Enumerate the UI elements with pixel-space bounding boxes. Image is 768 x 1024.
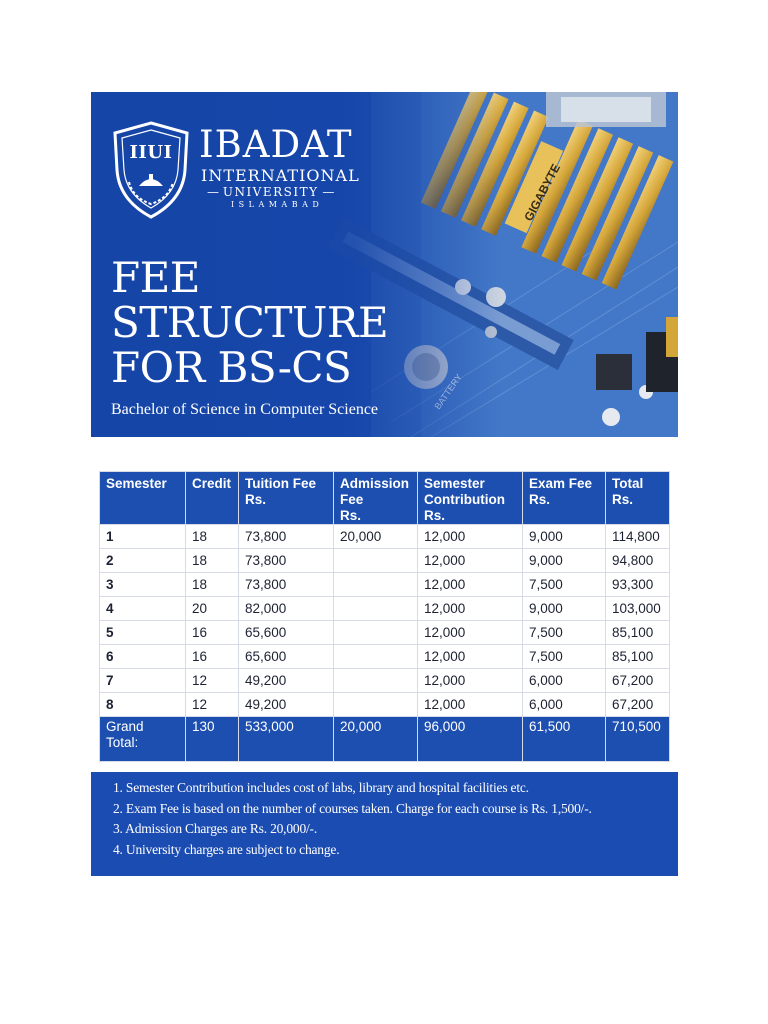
total-exam-fee: 61,500 bbox=[523, 717, 606, 762]
cell-semester: 1 bbox=[100, 525, 186, 549]
table-footer bbox=[100, 717, 670, 762]
cell-credit: 16 bbox=[186, 645, 239, 669]
university-crest-logo bbox=[111, 120, 191, 220]
cell-tuition-fee: 49,200 bbox=[239, 693, 334, 717]
cell-tuition-fee: 65,600 bbox=[239, 645, 334, 669]
cell-total: 103,000 bbox=[606, 597, 670, 621]
header-admission-fee: Admission Fee Rs. bbox=[334, 472, 418, 525]
note-item: 4. University charges are subject to change. bbox=[113, 841, 340, 857]
cell-credit: 20 bbox=[186, 597, 239, 621]
table-body bbox=[100, 525, 670, 717]
cell-exam-fee: 6,000 bbox=[523, 669, 606, 693]
cell-tuition-fee: 82,000 bbox=[239, 597, 334, 621]
cell-total: 67,200 bbox=[606, 693, 670, 717]
cell-semester-contribution: 12,000 bbox=[418, 669, 523, 693]
cell-semester: 3 bbox=[100, 573, 186, 597]
table-header bbox=[100, 472, 670, 525]
university-name: IBADAT bbox=[199, 123, 353, 166]
total-semester-contribution: 96,000 bbox=[418, 717, 523, 762]
table-row bbox=[100, 597, 670, 621]
header-semester-contribution: Semester Contribution Rs. bbox=[418, 472, 523, 525]
grand-total-amount: 710,500 bbox=[606, 717, 670, 762]
university-name-international: INTERNATIONAL bbox=[201, 166, 360, 185]
total-admission-fee: 20,000 bbox=[334, 717, 418, 762]
cell-semester-contribution: 12,000 bbox=[418, 693, 523, 717]
table-row bbox=[100, 525, 670, 549]
header-banner bbox=[91, 92, 678, 437]
header-tuition-fee: Tuition Fee Rs. bbox=[239, 472, 334, 525]
total-tuition-fee: 533,000 bbox=[239, 717, 334, 762]
cell-exam-fee: 9,000 bbox=[523, 525, 606, 549]
cell-tuition-fee: 73,800 bbox=[239, 549, 334, 573]
note-item: 2. Exam Fee is based on the number of courses taken. Charge for each course is Rs. 1,500/-. bbox=[113, 800, 592, 816]
note-item: 1. Semester Contribution includes cost of labs, library and hospital facilities etc. bbox=[113, 780, 529, 795]
cell-credit: 12 bbox=[186, 693, 239, 717]
table-row bbox=[100, 573, 670, 597]
cell-semester: 2 bbox=[100, 549, 186, 573]
table-row bbox=[100, 549, 670, 573]
cell-semester-contribution: 12,000 bbox=[418, 573, 523, 597]
cell-total: 85,100 bbox=[606, 645, 670, 669]
cell-exam-fee: 6,000 bbox=[523, 693, 606, 717]
cell-total: 94,800 bbox=[606, 549, 670, 573]
table-row bbox=[100, 621, 670, 645]
cell-semester-contribution: 12,000 bbox=[418, 525, 523, 549]
cell-credit: 18 bbox=[186, 525, 239, 549]
cell-tuition-fee: 73,800 bbox=[239, 573, 334, 597]
cell-total: 93,300 bbox=[606, 573, 670, 597]
cell-admission-fee bbox=[334, 549, 418, 573]
cell-exam-fee: 7,500 bbox=[523, 621, 606, 645]
cell-tuition-fee: 49,200 bbox=[239, 669, 334, 693]
header-exam-fee: Exam Fee Rs. bbox=[523, 472, 606, 525]
page-title-line-1: FEE bbox=[111, 253, 200, 302]
table-row bbox=[100, 645, 670, 669]
header-semester: Semester bbox=[100, 472, 186, 525]
cell-admission-fee bbox=[334, 669, 418, 693]
cell-credit: 18 bbox=[186, 573, 239, 597]
page-title-line-3: FOR BS-CS bbox=[111, 343, 352, 392]
cell-semester-contribution: 12,000 bbox=[418, 597, 523, 621]
fee-structure-table bbox=[99, 471, 670, 762]
cell-admission-fee: 20,000 bbox=[334, 525, 418, 549]
page-title-line-2: STRUCTURE bbox=[111, 298, 389, 347]
cell-exam-fee: 9,000 bbox=[523, 549, 606, 573]
cell-tuition-fee: 65,600 bbox=[239, 621, 334, 645]
cell-admission-fee bbox=[334, 645, 418, 669]
note-item: 3. Admission Charges are Rs. 20,000/-. bbox=[113, 821, 318, 836]
table-row bbox=[100, 693, 670, 717]
logo-letters: IIUI bbox=[129, 142, 173, 163]
cell-total: 67,200 bbox=[606, 669, 670, 693]
cell-semester-contribution: 12,000 bbox=[418, 621, 523, 645]
cell-semester: 8 bbox=[100, 693, 186, 717]
cell-admission-fee bbox=[334, 693, 418, 717]
cell-semester-contribution: 12,000 bbox=[418, 549, 523, 573]
cell-exam-fee: 9,000 bbox=[523, 597, 606, 621]
cell-admission-fee bbox=[334, 597, 418, 621]
cell-semester: 5 bbox=[100, 621, 186, 645]
cell-credit: 18 bbox=[186, 549, 239, 573]
cell-semester-contribution: 12,000 bbox=[418, 645, 523, 669]
cell-credit: 16 bbox=[186, 621, 239, 645]
page-subtitle: Bachelor of Science in Computer Science bbox=[111, 401, 379, 418]
university-name-university: — UNIVERSITY — bbox=[207, 185, 335, 199]
cell-credit: 12 bbox=[186, 669, 239, 693]
grand-total-row bbox=[100, 717, 670, 762]
cell-semester: 4 bbox=[100, 597, 186, 621]
notes-panel bbox=[91, 772, 678, 876]
cell-semester: 6 bbox=[100, 645, 186, 669]
cell-semester: 7 bbox=[100, 669, 186, 693]
header-credit: Credit bbox=[186, 472, 239, 525]
cell-admission-fee bbox=[334, 573, 418, 597]
table-row bbox=[100, 669, 670, 693]
cell-exam-fee: 7,500 bbox=[523, 645, 606, 669]
cell-total: 114,800 bbox=[606, 525, 670, 549]
cell-admission-fee bbox=[334, 621, 418, 645]
cell-tuition-fee: 73,800 bbox=[239, 525, 334, 549]
grand-total-label: Grand Total: bbox=[100, 717, 186, 762]
total-credit: 130 bbox=[186, 717, 239, 762]
header-total: Total Rs. bbox=[606, 472, 670, 525]
cell-exam-fee: 7,500 bbox=[523, 573, 606, 597]
cell-total: 85,100 bbox=[606, 621, 670, 645]
university-city: ISLAMABAD bbox=[231, 200, 324, 209]
